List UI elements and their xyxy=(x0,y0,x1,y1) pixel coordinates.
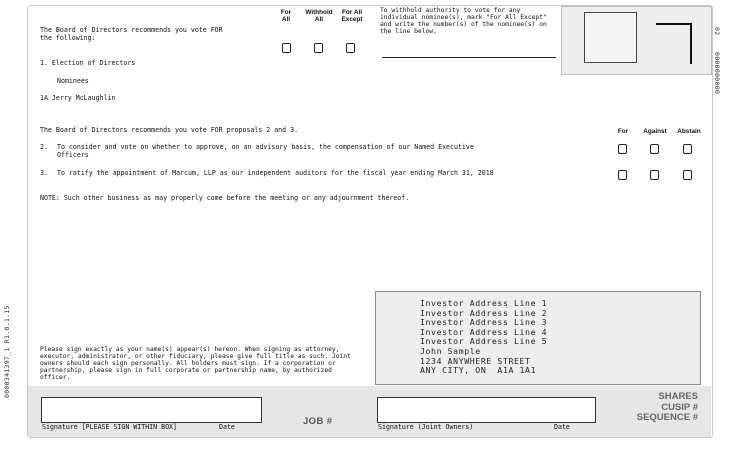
proposal-3-number: 3. xyxy=(40,169,48,177)
job-number-label: JOB # xyxy=(303,416,333,427)
proposals-recommendation: The Board of Directors recommends you vote FOR proposals 2 and 3. xyxy=(40,126,299,134)
side-page-code: 02 xyxy=(713,27,721,36)
signature-date-box[interactable] xyxy=(219,397,262,423)
other-business-note: NOTE: Such other business as may properly come before the meeting or any adjournment thereof. xyxy=(40,194,410,202)
signing-instructions: Please sign exactly as your name(s) appear(s) hereon. When signing as attorney, executor, administrator, or other fiduciary, please give full title as such. Joint owners should each sign personally. All holders must sign. If a corporation or partnership, please sign in full corporate or partnership name, by authorized officer. xyxy=(40,346,351,381)
signature-date-label: Date xyxy=(219,423,235,431)
address-line: Investor Address Line 3 xyxy=(420,317,548,328)
proposal-3-text: To ratify the appointment of Marcum, LLP as our independent auditors for the fiscal year ending March 31, 2018 xyxy=(57,169,494,177)
address-line: John Sample xyxy=(420,345,481,356)
corner-mark xyxy=(656,23,692,64)
proposal-3-abstain-checkbox[interactable] xyxy=(683,170,692,180)
joint-date-label: Date xyxy=(554,423,570,431)
signature-label: Signature [PLEASE SIGN WITHIN BOX] xyxy=(42,423,177,431)
address-lines xyxy=(420,299,547,376)
cusip-label: CUSIP # xyxy=(661,401,698,413)
withhold-all-checkbox[interactable] xyxy=(314,43,323,53)
shares-label: SHARES xyxy=(658,391,698,402)
for-all-checkbox[interactable] xyxy=(282,43,291,53)
address-line: Investor Address Line 4 xyxy=(420,326,548,337)
joint-signature-box[interactable] xyxy=(377,397,555,423)
joint-date-box[interactable] xyxy=(553,397,596,423)
proposal-3-for-checkbox[interactable] xyxy=(618,170,627,180)
nominee-1a: 1A Jerry McLaughlin xyxy=(40,94,116,102)
proposal-3-against-checkbox[interactable] xyxy=(650,170,659,180)
sequence-label: SEQUENCE # xyxy=(636,412,698,423)
proposal-2-against-checkbox[interactable] xyxy=(650,144,659,154)
signature-box[interactable] xyxy=(41,397,221,423)
proposal-2-for-checkbox[interactable] xyxy=(618,144,627,154)
col-for-all-header: For All xyxy=(280,9,292,24)
nominee-exception-line[interactable] xyxy=(382,57,556,58)
col-against-header: Against xyxy=(643,128,667,135)
col-for-header: For xyxy=(617,128,629,135)
proposal-2-text: To consider and vote on whether to approve, on an advisory basis, the compensation of our Named Executive Officers xyxy=(57,143,474,159)
address-line: ANY CITY, ON A1A 1A1 xyxy=(420,365,537,376)
col-abstain-header: Abstain xyxy=(677,128,701,135)
for-all-except-checkbox[interactable] xyxy=(346,43,355,53)
address-line: Investor Address Line 1 xyxy=(420,298,548,308)
col-for-all-except-header: For All Except xyxy=(341,9,363,24)
scan-box xyxy=(584,12,637,63)
proposal-2-number: 2. xyxy=(40,143,48,151)
col-withhold-all-header: Withhold All xyxy=(305,9,333,24)
side-control-code: 0000341397_1 R1.0.1.15 xyxy=(3,305,11,398)
director-recommendation: The Board of Directors recommends you vote FOR the following: xyxy=(40,26,223,42)
election-item: 1. Election of Directors xyxy=(40,59,136,67)
address-line: Investor Address Line 2 xyxy=(420,307,548,318)
joint-signature-label: Signature (Joint Owners) xyxy=(378,423,474,431)
side-account-number: 0000000000 xyxy=(713,52,721,95)
nominees-label: Nominees xyxy=(57,77,89,85)
shares-cusip-sequence xyxy=(610,392,698,424)
withhold-instructions: To withhold authority to vote for any individual nominee(s), mark "For All Except" and write the number(s) of the nominee(s) on the line below. xyxy=(380,7,547,35)
proposal-2-abstain-checkbox[interactable] xyxy=(683,144,692,154)
address-line: 1234 ANYWHERE STREET xyxy=(420,355,531,366)
address-line: Investor Address Line 5 xyxy=(420,336,548,347)
